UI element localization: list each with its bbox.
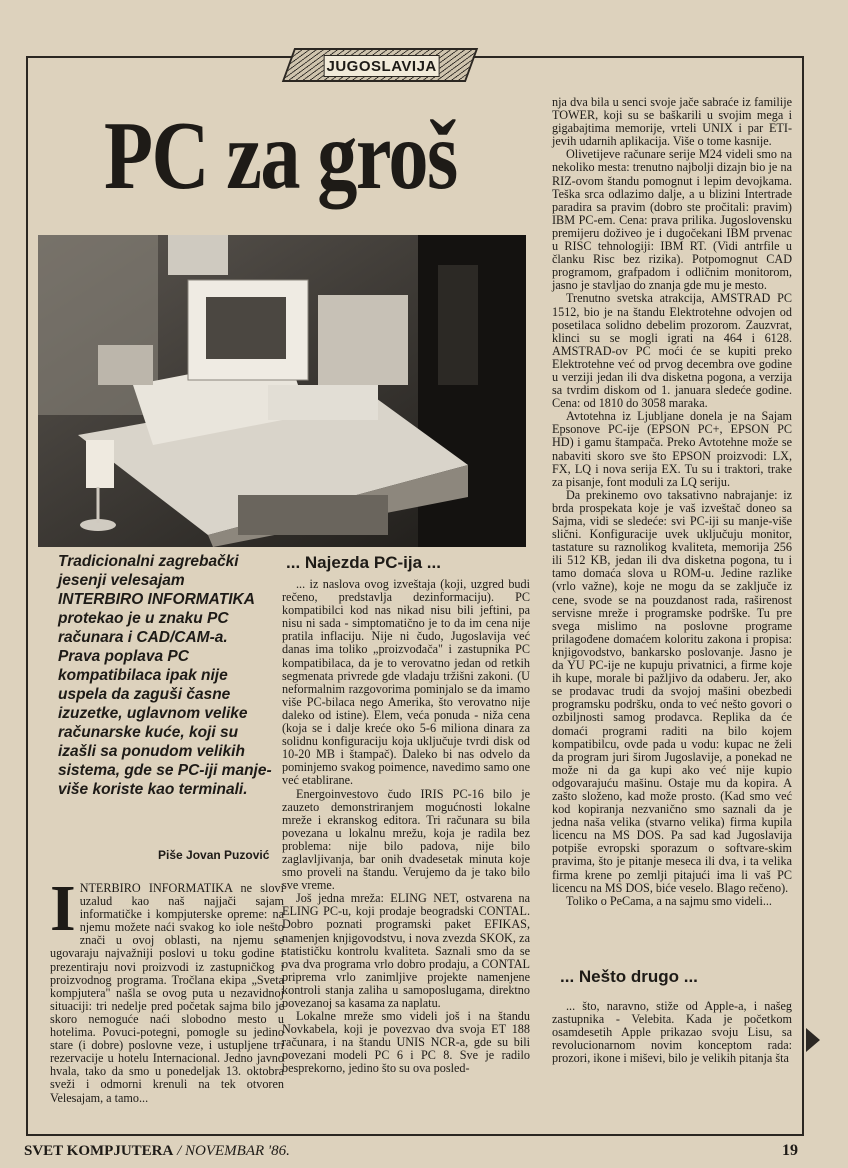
page-footer	[24, 1140, 804, 1162]
footer-issue: / NOVEMBAR '86.	[177, 1142, 290, 1159]
drop-cap: I	[50, 872, 76, 945]
section-label: JUGOSLAVIJA	[324, 55, 440, 77]
column-2	[282, 552, 530, 1124]
subhead-najezda: ... Najezda PC-ija ...	[286, 553, 441, 572]
column-1	[50, 872, 284, 1122]
column-3-paragraph: Trenutno svetska atrakcija, AMSTRAD PC 1512, bio je na štandu Elektrotehne odvojen od posetilaca solidno debelim prozorom. Zauzvrat, klinci su se mogli igrati na 464 i 6128. AMSTRAD-ov PC moći će se kupiti preko Elektrotehne već od prvog decembra ove godine u verziji jedan ili dva disketna pogona, a verzija sa tvrdim diskom od 1. januara sledeće godine. Cena: od 1810 do 3058 maraka.	[552, 291, 792, 411]
column-2-paragraph: Energoinvestovo čudo IRIS PC-16 bilo je zauzeto demonstriranjem mogućnosti lokalne mreže i ekranskog editora. Tri računara su bila povezana u lokalnu mrežu, koja je radila bez problema: nije bilo padova, nije bilo zaglavljivanja, bar onih dvadesetak minuta koje smo proveli na štandu. Verujemo da je tako bilo sve vreme.	[282, 786, 530, 893]
lead-paragraph: Tradicionalni zagrebački jesenji velesajam INTERBIRO INFORMATIKA protekao je u znaku PC računara i CAD/CAM-a. Prava poplava PC kompatibilaca ipak nije uspela da zaguši časne izuzetke, uglavnom velike računarske kuće, koji su izašli sa ponudom velikih sistema, gde se PC-iji manje-više koriste kao terminali.	[58, 553, 272, 798]
column-2-paragraph: ... iz naslova ovog izveštaja (koji, uzgred budi rečeno, predstavlja dezinformaciju). PC kompatibilci kod nas nikad nisu bili jeftini, pa nisu ni sada - simptomatično je to da im cena nije pratila inflaciju. Nije ni čudo, Jugoslavija već danas ima toliko „proizvođača" i zastupnika PC kompatibilaca, da je to verovatno jedan od retkih segmenata privrede gde vladaju tržišni zakoni. (U neformalnim razgovorima pominjalo se da imamo više PC-bilaca nego Amerika, što verovatno nije daleko od istine). Elem, veća ponuda - niža cena (koja se i dalje kreće oko 5-6 miliona dinara za solidnu konfiguraciju koja uključuje tvrdi disk od 10-20 MB i štampač). Daleko bi nas odvelo da pominjemo svakog poimence, navedimo samo one već etablirane.	[282, 577, 530, 788]
subhead-nesto-drugo: ... Nešto drugo ...	[560, 967, 698, 986]
computer-exhibit-photo	[38, 235, 526, 547]
column-3	[552, 95, 792, 908]
footer-publication-wrap	[24, 1143, 290, 1160]
column-3-paragraph: nja dva bila u senci svoje jače sabraće iz familije TOWER, koji su se baškarili u svojim mega i gigabajtima memorije, vrteli UNIX i par ETI-jevih udarnih aplikacija. Više o tome kasnije.	[552, 95, 792, 149]
column-2-paragraph: Još jedna mreža: ELING NET, ostvarena na ELING PC-u, koji prodaje beogradski CONTAL. Dobro poznati programski paket EFIKAS, namenjen knjigovodstvu, i nova zvezda SKOK, za statističku kontrolu kvaliteta. Saznali smo da se ova dva programa vrlo dobro prodaju, a CONTAL priprema vrlo zanimljive projekte namenjene kontroli stanja zaliha u samoposlugama, direktno povezanoj sa kasama za naplatu.	[282, 891, 530, 1010]
column-2-paragraph: Lokalne mreže smo videli još i na štandu Novkabela, koji je povezvao dva svoja ET 188 računara, i na štandu UNIS NCR-a, gde su bili povezani modeli PC 6 i PC 8. Sve je radilo besprekorno, jedino što su ova posled-	[282, 1009, 530, 1076]
column-3-paragraph: Avtotehna iz Ljubljane donela je na Sajam Epsonove PC-ije (EPSON PC+, EPSON PC HD) i gamu štampača. Preko Avtotehne može se nabaviti skoro sve što EPSON proizvodi: LX, FX, LQ i nova serija EX. Tu su i traktori, trake za pisanje, font moduli za LQ seriju.	[552, 409, 792, 489]
column-3-continued	[552, 1000, 792, 1106]
headline: PC za groš	[104, 102, 457, 210]
column-1-text: NTERBIRO INFORMATIKA ne slovi uzalud kao naš najjači sajam informatičke i kompjuterske opreme: na njemu možete naći svakog ko iole nešto znači u ovoj oblasti, na njemu se ugovaraju najvažniji poslovi u toku godine i prezentiraju novi proizvodi iz zastupničkog i proizvodnog programa. Tročlana ekipa „Sveta kompjutera" našla se ovog puta u nezavidnoj situaciji: tri nedelje pred početak sajma bilo je skoro nemoguće naći slobodno mesto u hotelima. Povuci-potegni, pomogle su jedino stare (i dobre) poslovne veze, i ustupljene tri rezervacije u hotelu Internacional. Jedno javno hvala, tako da smo u ponedeljak 13. oktobra sveži i odmorni krenuli na tek otvoren Velesajam, a tamo...	[50, 881, 284, 1105]
column-3-paragraph: Olivetijeve računare serije M24 videli smo na nekoliko mesta: trenutno najbolji dizajn bio je na RIZ-ovom štandu pomognut i lepim devojkama. Teška srca odlazimo dalje, a u blizini Intertrade paradira sa pravim (dobro ste pročitali: pravim) IBM PC-em. Cena: prava prilika. Jugoslovensku premijeru doživeo je i dugočekani IBM prvenac u RISC tehnologiji: IBM RT. (Vidi antrfile u članku Risc bez rizika). Potpomognut CAD programom, grafpadom i odličnim monitorom, jasno je stavljao do znanja gde mu je mesto.	[552, 147, 792, 293]
subhead-nesto-drugo-wrap	[556, 966, 756, 992]
column-3-paragraph: Da prekinemo ovo taksativno nabrajanje: iz brda prospekata koje je vaš izveštač doneo sa Sajma, vidi se sledeće: svi PC-iji su manje-više slični. Konfiguracije uvek uključuju monitor, tastature su raznolikog kvaliteta, memorija 256 ili 512 KB, jedan ili dva disketna pogona, tu i tamo domaća slova u ROM-u. Jedine razlike (vrlo važne), koje ne mogu da se zaključe iz cene, svode se na pouzdanost rada, raširenost servisne mreže i programske podrške. Tu pre svega mislimo na poslovne programe prilagođene domaćem koloritu zakona i propisa: knjigovodstvo, bankarsko poslovanje. Jasno je da YU PC-ije ne kupuju privatnici, a firme koje ih kupe, morale bi pažljivo da odaberu. Jer, ako se prodavac trudi da svojoj mašini obezbedi programsku podršku, onda to već nešto govori o ozbiljnosti samog prodavca. Replika da će domaći programi raditi na bilo kojem kompatibilcu, ovde pada u vodu: kupac ne želi da program juri širom Jugoslavije, a ponekad ne može ni da ga kupi ako već nije kupio odgovarajuću mašinu. Ostaje mu da kopira. A zašto složeno, kad može prosto. (Kad smo već kod kopiranja nezvanično smo saznali da je jedna naša velika (stvarno velika) firma kupila licencu na MS DOS. Pa sad kad Jugoslavija potpiše evropski sporazum o softvare-skim pravima, što je pitanje meseca ili dva, i ta velika firma krene po zemlji pitajući ima li vaš PC licencu na MS DOS, biće veselo. Blago rečeno).	[552, 487, 792, 895]
byline: Piše Jovan Puzović	[158, 848, 270, 862]
column-3-paragraph: Toliko o PeCama, a na sajmu smo videli...	[566, 893, 772, 908]
article-photo	[38, 235, 526, 547]
continue-arrow-icon	[806, 1028, 820, 1052]
page-number: 19	[782, 1142, 798, 1159]
footer-publication: SVET KOMPJUTERA	[24, 1142, 174, 1159]
section-tab	[282, 48, 478, 82]
column-3-continued-paragraph: ... što, naravno, stiže od Apple-a, i našeg zastupnika - Velebita. Kada je početkom osamdesetih Apple prikazao svoju Lisu, sa revolucionarnom novim konceptom rada: prozori, ikone i miševi, bilo je velikih pitanja šta	[552, 999, 792, 1066]
